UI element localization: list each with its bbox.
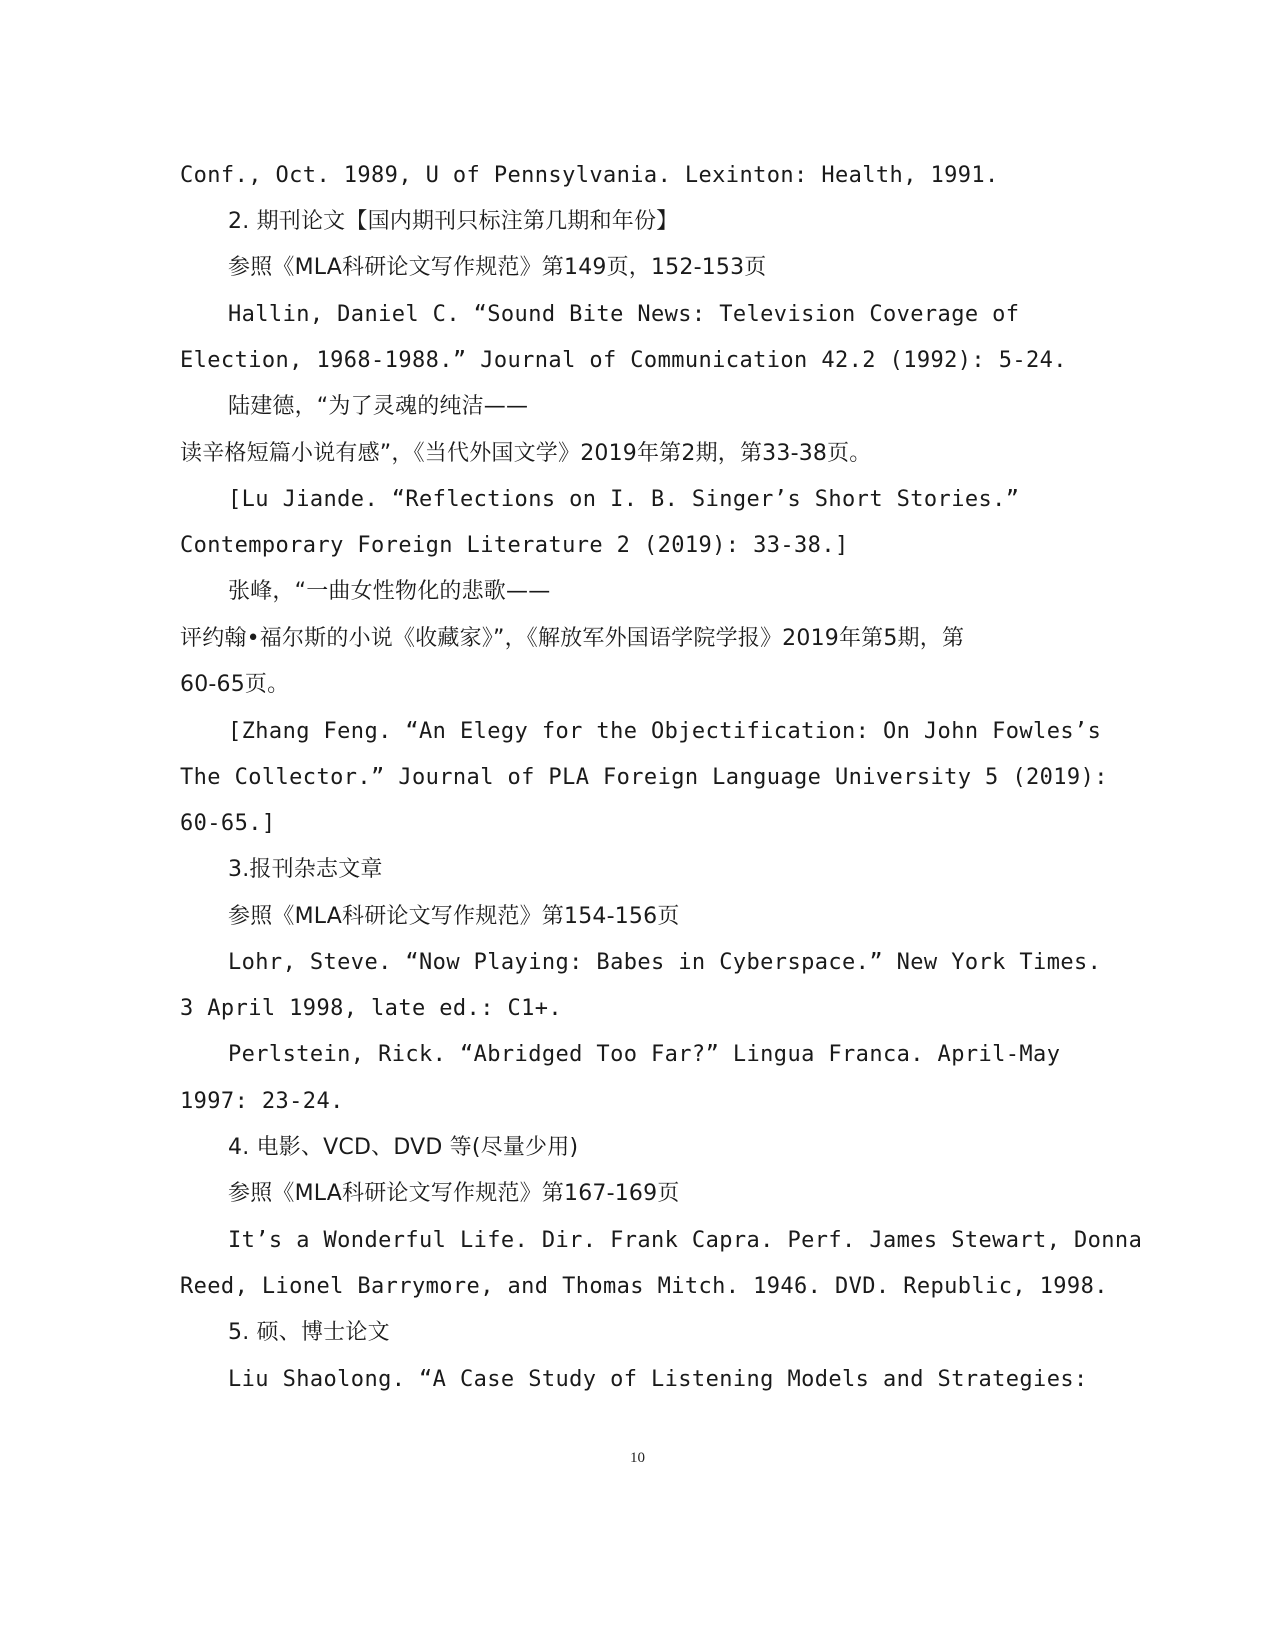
reference-entry-zhang-feng-en: [Zhang Feng. “An Elegy for the Objectification: On John Fowles’s [228,719,1102,744]
reference-entry-zhang-feng-en-pages: 60-65.] [180,811,276,836]
reference-entry-zhang-feng-en-continued: The Collector.” Journal of PLA Foreign Language University 5 (2019): [180,765,1108,790]
reference-guide-note: 参照《MLA科研论文写作规范》第154-156页 [228,904,680,929]
reference-entry-wonderful-life-continued: Reed, Lionel Barrymore, and Thomas Mitch. 1946. DVD. Republic, 1998. [180,1274,1108,1299]
page-number: 10 [630,1450,645,1466]
reference-entry-zhang-feng-cn-pages: 60-65页。 [180,672,290,697]
reference-entry-perlstein: Perlstein, Rick. “Abridged Too Far?” Lingua Franca. April-May [228,1042,1061,1067]
section-heading-films: 4. 电影、VCD、DVD 等(尽量少用) [228,1135,579,1160]
reference-entry-lu-jiande-cn-continued: 读辛格短篇小说有感”，《当代外国文学》2019年第2期，第33-38页。 [180,441,872,466]
section-heading-newspaper-articles: 3.报刊杂志文章 [228,857,383,882]
reference-line-continuation: Conf., Oct. 1989, U of Pennsylvania. Lexinton: Health, 1991. [180,163,999,188]
reference-entry-lu-jiande-en-continued: Contemporary Foreign Literature 2 (2019): 33-38.] [180,533,849,558]
reference-entry-zhang-feng-cn-continued: 评约翰•福尔斯的小说《收藏家》”，《解放军外国语学院学报》2019年第5期，第 [180,626,965,651]
section-heading-journal-articles: 2. 期刊论文【国内期刊只标注第几期和年份】 [228,209,679,234]
reference-entry-lu-jiande-cn: 陆建德，“为了灵魂的纯洁—— [228,394,529,419]
section-heading-theses: 5. 硕、博士论文 [228,1320,390,1345]
reference-entry-liu-shaolong: Liu Shaolong. “A Case Study of Listening Models and Strategies: [228,1367,1088,1392]
reference-entry-hallin-continued: Election, 1968-1988.” Journal of Communication 42.2 (1992): 5-24. [180,348,1067,373]
reference-entry-lohr-continued: 3 April 1998, late ed.: C1+. [180,996,563,1021]
reference-entry-wonderful-life: It’s a Wonderful Life. Dir. Frank Capra. Perf. James Stewart, Donna [228,1228,1143,1253]
reference-entry-zhang-feng-cn: 张峰，“一曲女性物化的悲歌—— [228,579,551,604]
reference-entry-lohr: Lohr, Steve. “Now Playing: Babes in Cyberspace.” New York Times. [228,950,1102,975]
reference-entry-hallin: Hallin, Daniel C. “Sound Bite News: Television Coverage of [228,302,1020,327]
reference-entry-perlstein-continued: 1997: 23-24. [180,1089,344,1114]
reference-entry-lu-jiande-en: [Lu Jiande. “Reflections on I. B. Singer’s Short Stories.” [228,487,1020,512]
reference-guide-note: 参照《MLA科研论文写作规范》第167-169页 [228,1181,680,1206]
reference-guide-note: 参照《MLA科研论文写作规范》第149页，152-153页 [228,255,767,280]
